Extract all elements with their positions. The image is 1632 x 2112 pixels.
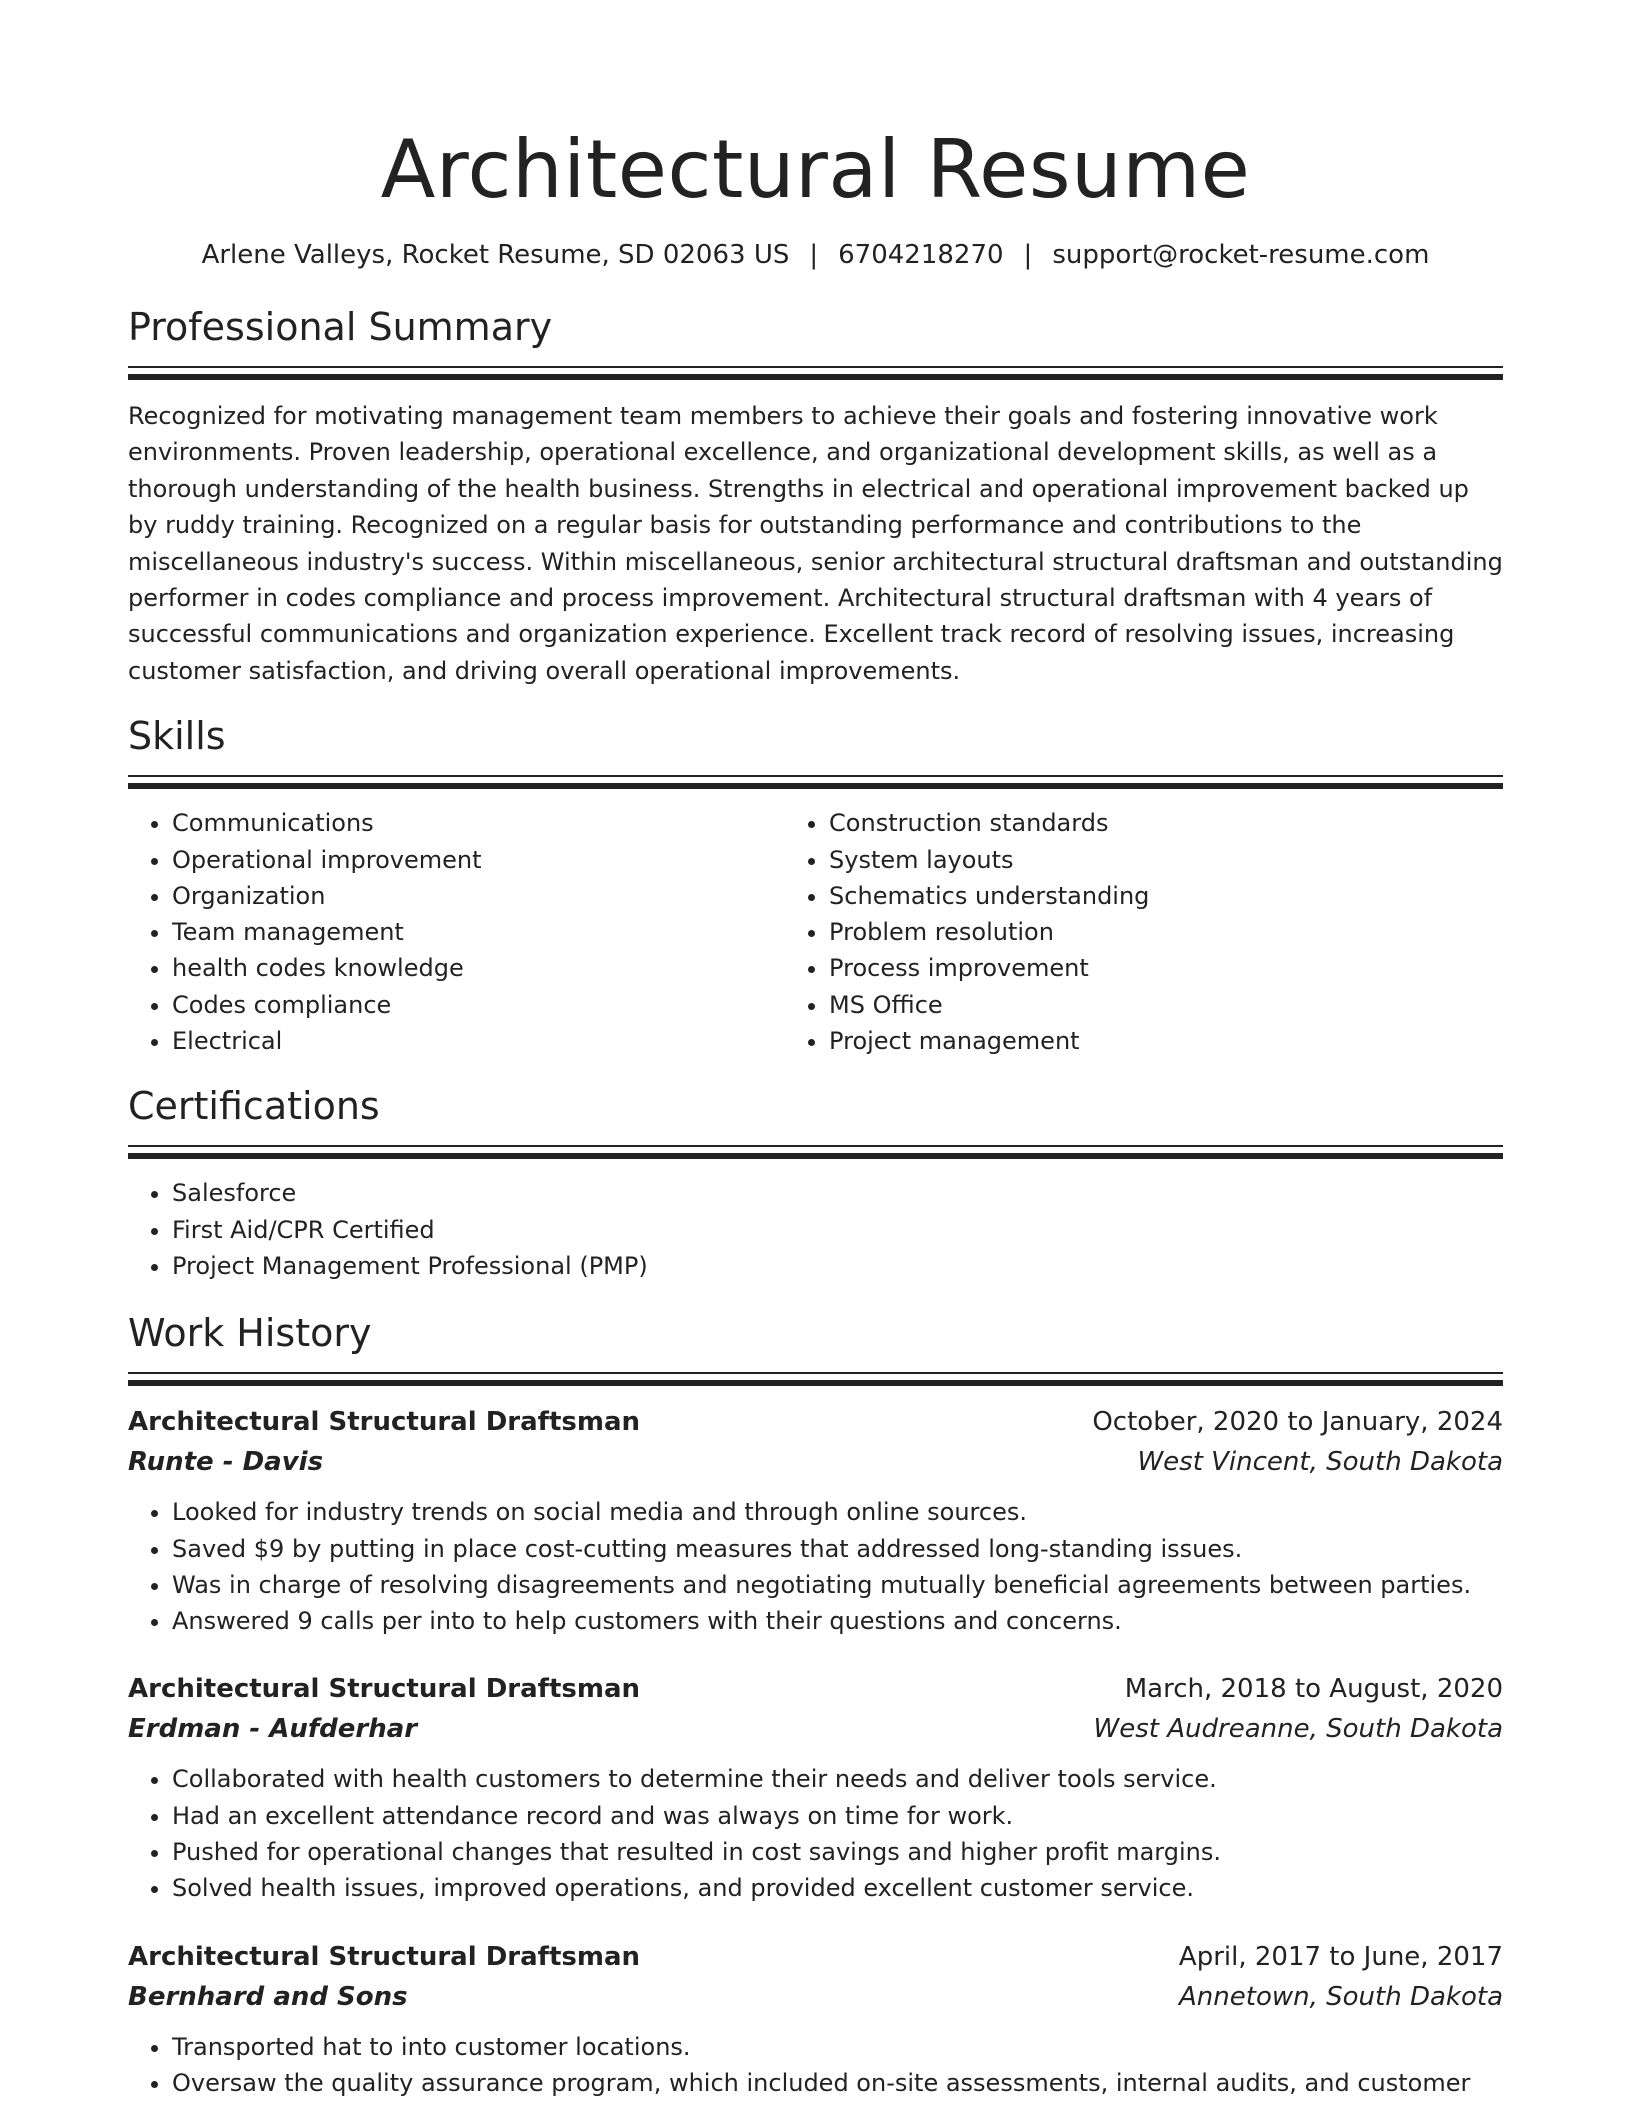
job-bullet: • Answered 9 calls per into to help customers with their questions and concerns. xyxy=(172,1603,1503,1639)
job-title: Architectural Structural Draftsman xyxy=(128,1674,641,1705)
certification-item: • First Aid/CPR Certified xyxy=(172,1212,1503,1248)
job-dates: March, 2018 to August, 2020 xyxy=(1124,1674,1503,1705)
skill-item: • health codes knowledge xyxy=(172,950,785,986)
contact-separator: | xyxy=(1023,240,1033,270)
skill-item: • MS Office xyxy=(829,987,1503,1023)
skill-item: • Construction standards xyxy=(829,805,1503,841)
job-company: Erdman - Aufderhar xyxy=(128,1714,418,1745)
contact-address: Arlene Valleys, Rocket Resume, SD 02063 US xyxy=(201,240,790,270)
skills-list-right xyxy=(785,805,1503,1059)
job-company: Bernhard and Sons xyxy=(128,1981,408,2012)
job-bullet: • Transported hat to into customer locations. xyxy=(172,2029,1503,2065)
job-entry xyxy=(128,1402,1503,1639)
summary-heading: Professional Summary xyxy=(128,305,553,349)
skill-item: • Project management xyxy=(829,1023,1503,1059)
job-dates: October, 2020 to January, 2024 xyxy=(1092,1407,1503,1438)
section-divider xyxy=(128,1372,1503,1388)
summary-section xyxy=(128,302,1503,689)
summary-text: Recognized for motivating management team members to achieve their goals and fostering innovative work environments. Proven leadership, operational excellence, and organizational development skills, as well as a thorough understanding of the health business. Strengths in electrical and operational improvement backed up by ruddy training. Recognized on a regular basis for outstanding performance and contributions to the miscellaneous industry's success. Within miscellaneous, senior architectural structural draftsman and outstanding performer in codes compliance and process improvement. Architectural structural draftsman with 4 years of successful communications and organization experience. Excellent track record of resolving issues, increasing customer satisfaction, and driving overall operational improvements. xyxy=(128,402,1503,685)
skill-item: • Organization xyxy=(172,878,785,914)
resume-title: Architectural Resume xyxy=(380,123,1251,216)
skills-section xyxy=(128,711,1503,1059)
skill-item: • Schematics understanding xyxy=(829,878,1503,914)
skill-item: • Communications xyxy=(172,805,785,841)
job-bullets xyxy=(128,1494,1503,1639)
certification-item: • Project Management Professional (PMP) xyxy=(172,1248,1503,1284)
contact-phone: 6704218270 xyxy=(838,240,1004,270)
section-divider xyxy=(128,366,1503,382)
skills-list-left xyxy=(128,805,785,1059)
skill-item: • Electrical xyxy=(172,1023,785,1059)
job-bullet: • Oversaw the quality assurance program, which included on-site assessments, internal audits, and customer xyxy=(172,2065,1503,2101)
work-history-heading: Work History xyxy=(128,1311,372,1356)
contact-email: support@rocket-resume.com xyxy=(1052,240,1430,270)
contact-line xyxy=(128,238,1503,272)
job-company: Runte - Davis xyxy=(128,1447,324,1478)
job-entry xyxy=(128,1669,1503,1906)
job-location: West Audreanne, South Dakota xyxy=(1093,1714,1503,1745)
skill-item: • Process improvement xyxy=(829,950,1503,986)
certifications-heading: Certifications xyxy=(128,1084,380,1129)
certification-item: • Salesforce xyxy=(172,1175,1503,1211)
job-bullets xyxy=(128,1761,1503,1906)
job-location: Annetown, South Dakota xyxy=(1179,1981,1503,2012)
job-bullet: • Looked for industry trends on social media and through online sources. xyxy=(172,1494,1503,1530)
certifications-section xyxy=(128,1081,1503,1284)
contact-separator: | xyxy=(809,240,819,270)
skills-heading: Skills xyxy=(128,714,226,759)
job-bullet: • Saved $9 by putting in place cost-cutting measures that addressed long-standing issues. xyxy=(172,1531,1503,1567)
section-divider xyxy=(128,775,1503,791)
job-title: Architectural Structural Draftsman xyxy=(128,1941,641,1972)
job-bullet: • Pushed for operational changes that resulted in cost savings and higher profit margins. xyxy=(172,1834,1503,1870)
section-divider xyxy=(128,1145,1503,1161)
skill-item: • Codes compliance xyxy=(172,987,785,1023)
job-dates: April, 2017 to June, 2017 xyxy=(1178,1941,1503,1972)
work-history-section xyxy=(128,1308,1503,2101)
job-title: Architectural Structural Draftsman xyxy=(128,1407,641,1438)
job-bullet: • Was in charge of resolving disagreements and negotiating mutually beneficial agreements between parties. xyxy=(172,1567,1503,1603)
certifications-list xyxy=(128,1175,1503,1284)
skills-grid xyxy=(128,805,1503,1059)
job-bullet: • Collaborated with health customers to determine their needs and deliver tools service. xyxy=(172,1761,1503,1797)
skill-item: • System layouts xyxy=(829,842,1503,878)
job-bullet: • Had an excellent attendance record and was always on time for work. xyxy=(172,1798,1503,1834)
skill-item: • Operational improvement xyxy=(172,842,785,878)
job-bullets xyxy=(128,2029,1503,2102)
job-bullet: • Solved health issues, improved operations, and provided excellent customer service. xyxy=(172,1870,1503,1906)
resume-page xyxy=(128,0,1503,2101)
job-entry xyxy=(128,1937,1503,2102)
job-location: West Vincent, South Dakota xyxy=(1137,1447,1503,1478)
skill-item: • Problem resolution xyxy=(829,914,1503,950)
skill-item: • Team management xyxy=(172,914,785,950)
